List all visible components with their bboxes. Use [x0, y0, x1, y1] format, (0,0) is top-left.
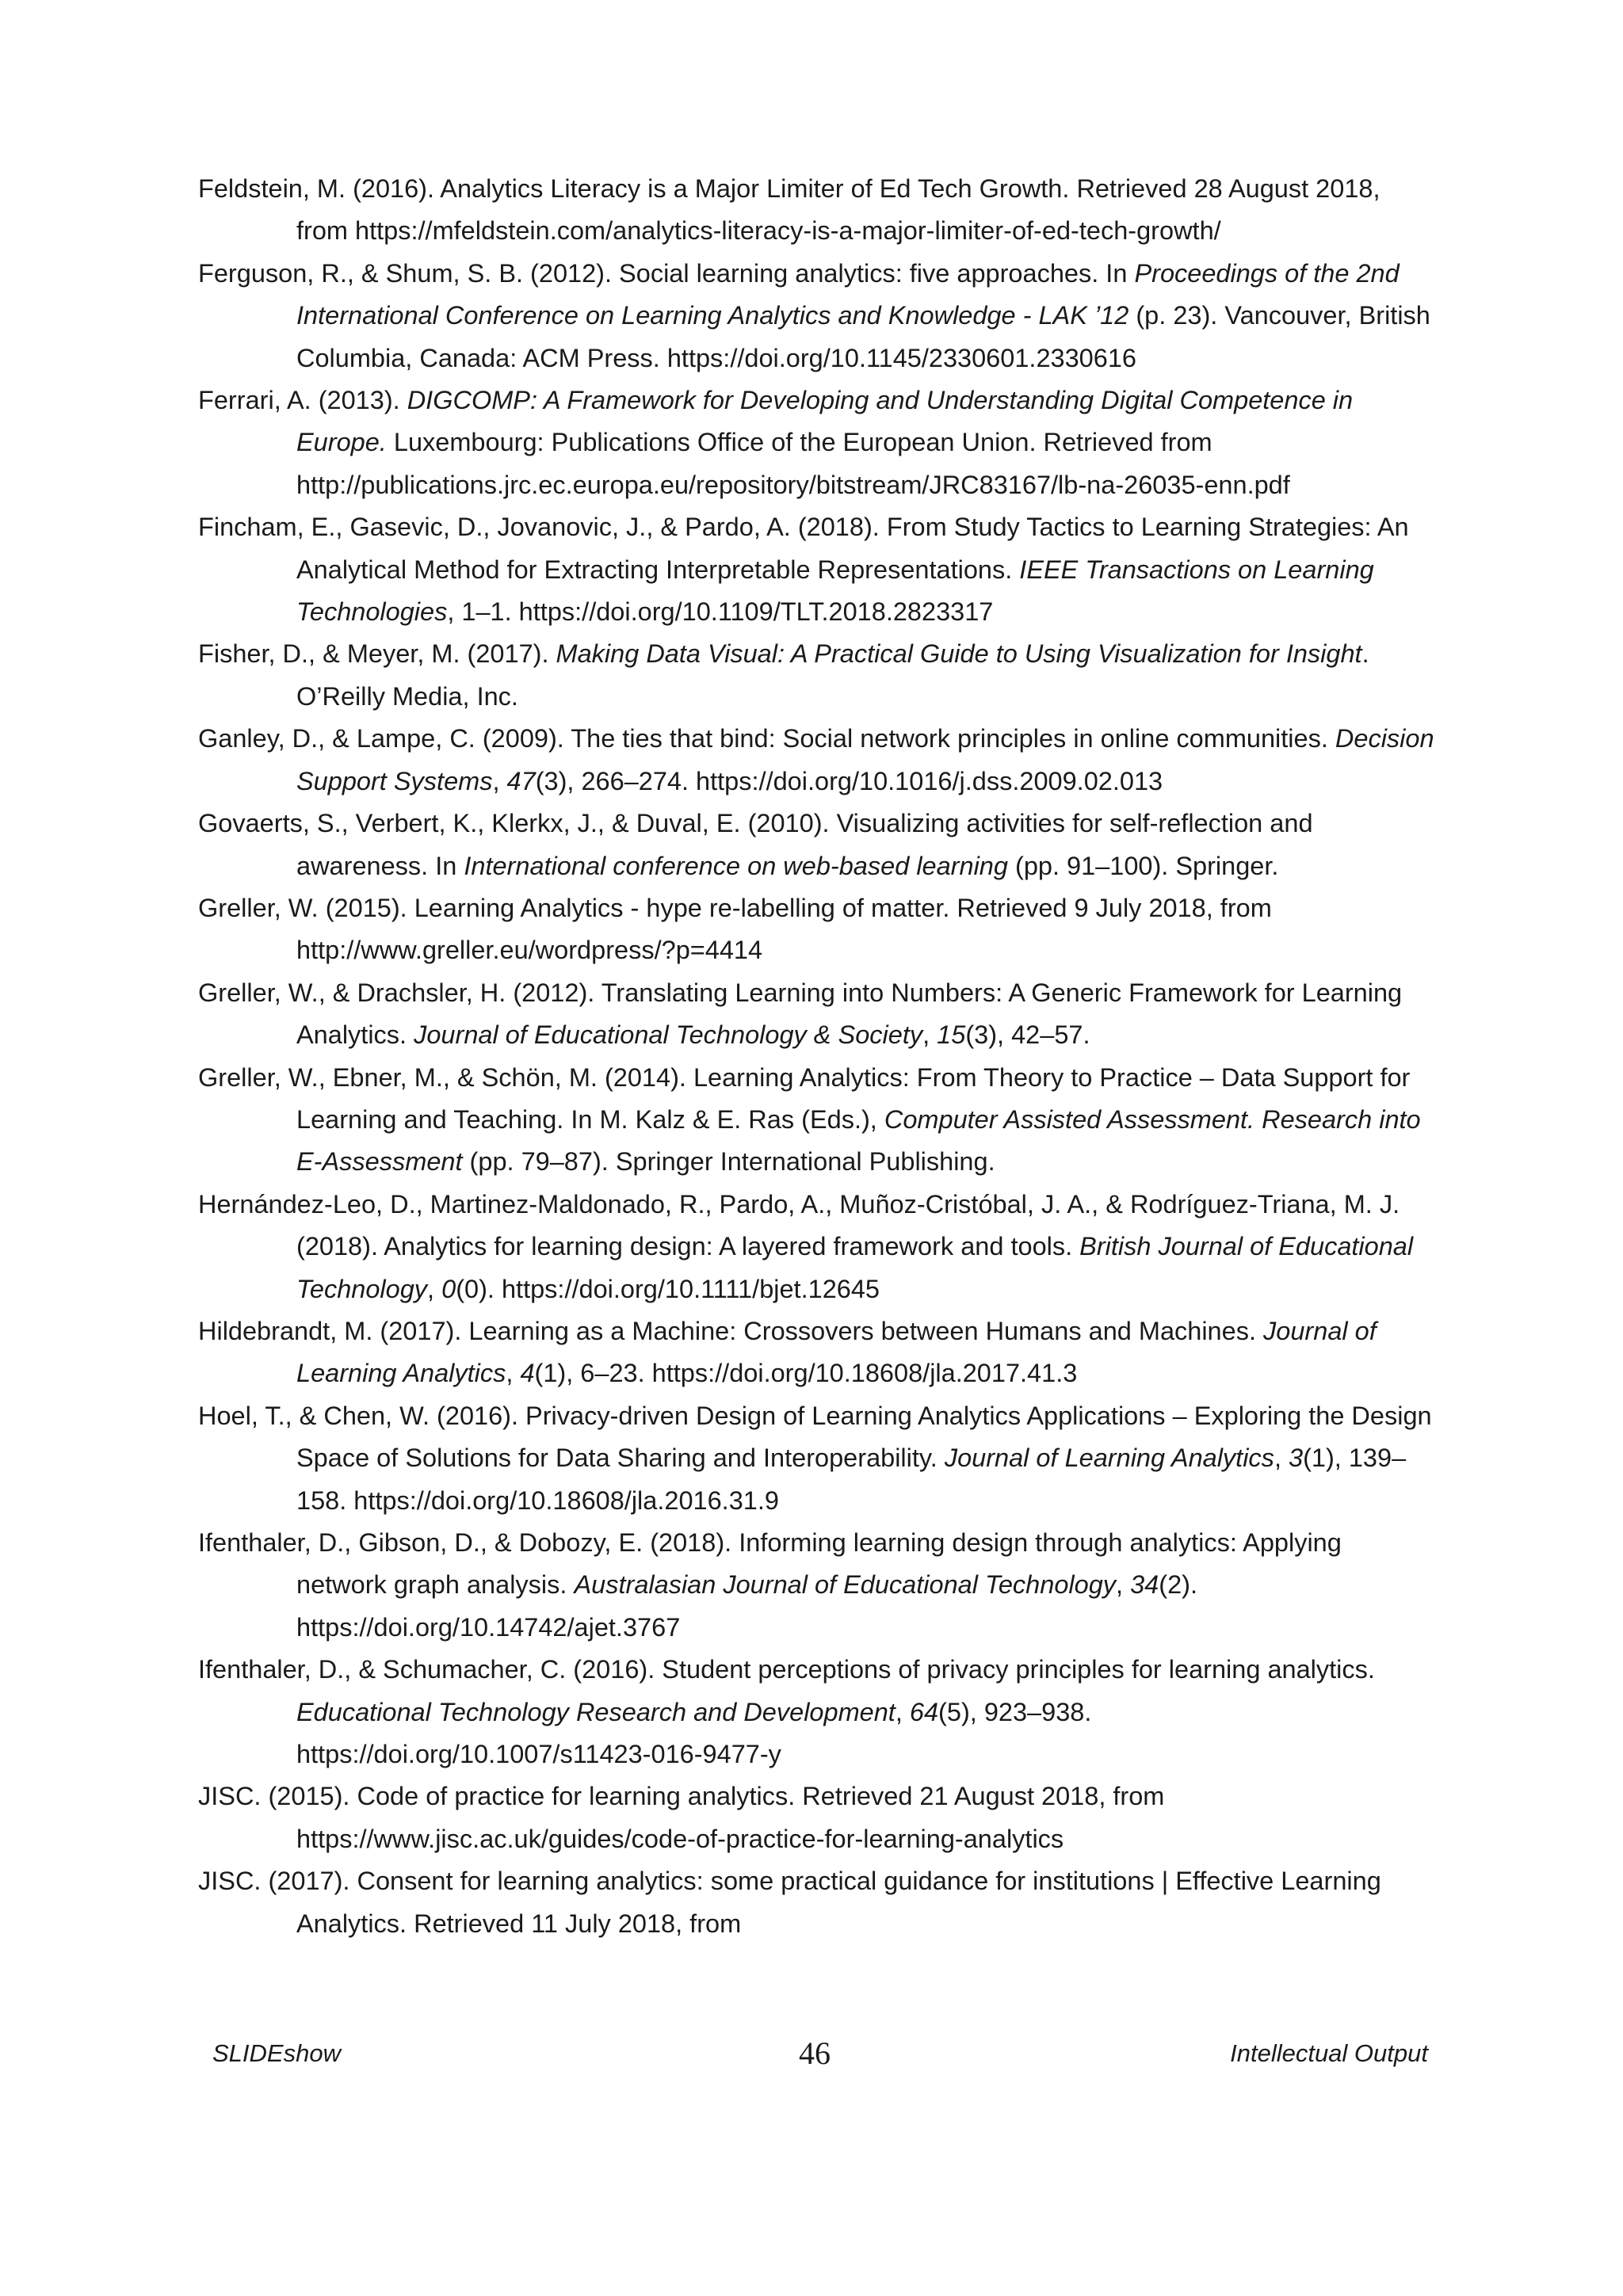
reference-text: (pp. 91–100). Springer.: [1007, 851, 1279, 880]
reference-text: (3), 42–57.: [965, 1020, 1090, 1050]
reference-entry: [198, 1775, 1434, 1860]
footer-right-label: Intellectual Output: [1230, 2039, 1428, 2067]
reference-italic-text: 3: [1289, 1444, 1304, 1473]
reference-text: (1), 6–23. https://doi.org/10.18608/jla.2017.41.3: [534, 1359, 1078, 1388]
reference-text: JISC. (2017). Consent for learning analytics: some practical guidance for institutions | Effective Learning Analytics. Retrieved 11 July 2018, from: [198, 1867, 1381, 1938]
page-number: 46: [799, 2035, 831, 2071]
reference-entry: [198, 1057, 1434, 1184]
reference-entry: [198, 718, 1434, 803]
reference-text: (pp. 79–87). Springer International Publishing.: [462, 1147, 995, 1177]
reference-text: Govaerts, S., Verbert, K., Klerkx, J., & Duval, E. (2010). Visualizing activities for self-reflection and awareness. In: [198, 809, 1313, 880]
reference-italic-text: 34: [1130, 1570, 1159, 1600]
reference-entry: [198, 1522, 1434, 1649]
reference-italic-text: IEEE Transactions on Learning Technologies: [296, 555, 1374, 627]
reference-italic-text: Educational Technology Research and Development: [296, 1697, 896, 1726]
reference-italic-text: Journal of Learning Analytics: [944, 1444, 1274, 1473]
reference-text: Hernández-Leo, D., Martinez-Maldonado, R., Pardo, A., Muñoz-Cristóbal, J. A., & Rodríguez-Triana, M. J. (2018). Analytics for learning design: A layered framework and tools.: [198, 1189, 1400, 1261]
reference-italic-text: 64: [909, 1697, 939, 1726]
reference-entry: [198, 972, 1434, 1057]
reference-text: Hoel, T., & Chen, W. (2016). Privacy-driven Design of Learning Analytics Applications – Exploring the Design Space of Solutions for Data Sharing and Interoperability.: [198, 1401, 1432, 1473]
reference-entry: [198, 168, 1434, 253]
reference-entry: [198, 253, 1434, 379]
reference-italic-text: Decision Support Systems: [296, 724, 1434, 795]
reference-text: Greller, W., & Drachsler, H. (2012). Translating Learning into Numbers: A Generic Framework for Learning Analytics.: [198, 978, 1403, 1050]
reference-text: ,: [895, 1697, 910, 1726]
reference-text: , 1–1. https://doi.org/10.1109/TLT.2018.2823317: [447, 597, 994, 627]
reference-entry: [198, 1184, 1434, 1310]
reference-entry: [198, 506, 1434, 633]
reference-italic-text: 4: [520, 1359, 535, 1388]
reference-text: ,: [1274, 1444, 1289, 1473]
reference-entry: [198, 379, 1434, 506]
reference-text: Greller, W. (2015). Learning Analytics - hype re-labelling of matter. Retrieved 9 July 2018, from http://www.greller.eu/wordpress/?p=4414: [198, 893, 1272, 965]
reference-text: ,: [506, 1359, 521, 1388]
reference-entry: [198, 803, 1434, 887]
reference-text: Fincham, E., Gasevic, D., Jovanovic, J., & Pardo, A. (2018). From Study Tactics to Learning Strategies: An Analytical Method for Extracting Interpretable Representations.: [198, 513, 1409, 584]
reference-entry: [198, 1395, 1434, 1522]
reference-text: ,: [922, 1020, 938, 1050]
reference-italic-text: Australasian Journal of Educational Technology: [574, 1570, 1117, 1600]
reference-entry: [198, 1860, 1434, 1945]
reference-text: (2). https://doi.org/10.14742/ajet.3767: [296, 1570, 1197, 1642]
reference-italic-text: Making Data Visual: A Practical Guide to Using Visualization for Insight: [556, 639, 1362, 669]
reference-text: Ferrari, A. (2013).: [198, 386, 407, 415]
reference-text: ,: [427, 1274, 442, 1303]
reference-entry: [198, 1310, 1434, 1395]
reference-text: ,: [1116, 1570, 1131, 1600]
reference-list: [198, 168, 1434, 1945]
reference-text: Ganley, D., & Lampe, C. (2009). The ties that bind: Social network principles in online communities.: [198, 724, 1335, 753]
reference-italic-text: DIGCOMP: A Framework for Developing and Understanding Digital Competence in Europe.: [296, 386, 1354, 457]
reference-entry: [198, 887, 1434, 972]
reference-text: Greller, W., Ebner, M., & Schön, M. (2014). Learning Analytics: From Theory to Practice – Data Support for Learning and Teaching. In M. Kalz & E. Ras (Eds.),: [198, 1062, 1411, 1134]
reference-text: (0). https://doi.org/10.1111/bjet.12645: [456, 1274, 880, 1303]
reference-text: (1), 139–158. https://doi.org/10.18608/jla.2016.31.9: [296, 1444, 1407, 1515]
reference-italic-text: 15: [937, 1020, 966, 1050]
page-footer: [0, 2035, 1623, 2082]
reference-text: Ifenthaler, D., & Schumacher, C. (2016). Student perceptions of privacy principles for learning analytics.: [198, 1655, 1375, 1684]
reference-text: ,: [492, 766, 507, 795]
reference-text: (5), 923–938. https://doi.org/10.1007/s11423-016-9477-y: [296, 1697, 1092, 1769]
reference-italic-text: British Journal of Educational Technology: [296, 1232, 1414, 1303]
reference-text: JISC. (2015). Code of practice for learning analytics. Retrieved 21 August 2018, from https://www.jisc.ac.uk/guides/code-of-practice-for-learning-analytics: [198, 1782, 1165, 1853]
reference-text: Hildebrandt, M. (2017). Learning as a Machine: Crossovers between Humans and Machines.: [198, 1316, 1264, 1345]
reference-text: (3), 266–274. https://doi.org/10.1016/j.dss.2009.02.013: [535, 766, 1163, 795]
reference-italic-text: Journal of Learning Analytics: [296, 1316, 1377, 1388]
reference-text: Feldstein, M. (2016). Analytics Literacy is a Major Limiter of Ed Tech Growth. Retrieved 28 August 2018, from https://mfeldstein.com/analytics-literacy-is-a-major-limiter-of-ed-tech-growth/: [198, 174, 1381, 246]
reference-italic-text: International conference on web-based learning: [464, 851, 1008, 880]
reference-text: Ferguson, R., & Shum, S. B. (2012). Social learning analytics: five approaches. In: [198, 258, 1135, 288]
reference-italic-text: Computer Assisted Assessment. Research into E-Assessment: [296, 1104, 1421, 1177]
reference-text: . O’Reilly Media, Inc.: [296, 639, 1369, 711]
reference-text: Luxembourg: Publications Office of the European Union. Retrieved from http://publications.jrc.ec.europa.eu/repository/bitstream/JRC83167/lb-na-26035-enn.pdf: [296, 428, 1290, 499]
reference-entry: [198, 1649, 1434, 1775]
reference-italic-text: Proceedings of the 2nd International Conference on Learning Analytics and Knowledge - LAK ’12: [296, 258, 1400, 330]
reference-text: (p. 23). Vancouver, British Columbia, Canada: ACM Press. https://doi.org/10.1145/2330601.2330616: [296, 301, 1430, 372]
reference-italic-text: 47: [506, 766, 536, 795]
reference-text: Fisher, D., & Meyer, M. (2017).: [198, 639, 556, 669]
reference-text: Ifenthaler, D., Gibson, D., & Dobozy, E. (2018). Informing learning design through analytics: Applying network graph analysis.: [198, 1528, 1342, 1600]
reference-italic-text: 0: [441, 1274, 456, 1303]
footer-left-label: SLIDEshow: [212, 2039, 341, 2067]
reference-italic-text: Journal of Educational Technology & Society: [414, 1020, 923, 1050]
reference-entry: [198, 633, 1434, 718]
